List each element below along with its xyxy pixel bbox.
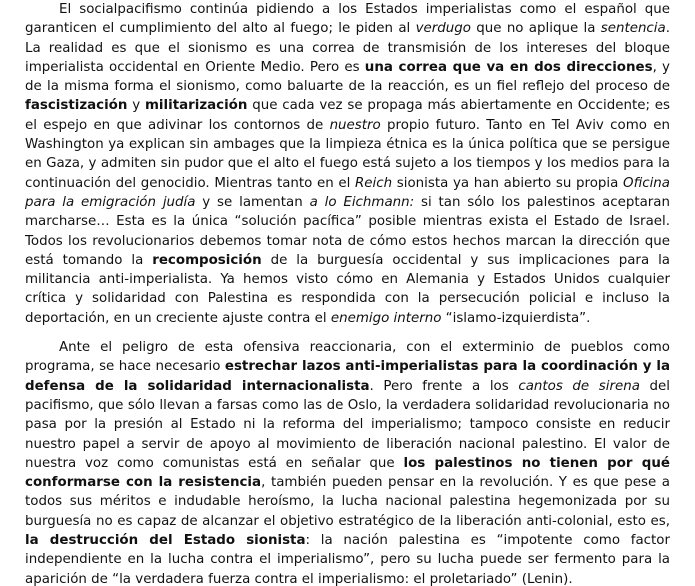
italic-text: Oficina para la emigración judía xyxy=(25,175,670,210)
text-run: del pacifismo, que sólo llevan a farsas como las de Oslo, la verdadera solidaridad revolucionaria no pasa por la presión al Estado ni la reforma del imperialismo; tampoco consiste en reducir nuestro papel a servir de apoyo al movimiento de liberación nacional palestino. El valor de nuestra voz como comunistas está en señalar que xyxy=(25,378,670,471)
text-run: , también pueden pensar en la revolución. Y es que pese a todos sus méritos e indudable heroísmo, la lucha nacional palestina hegemonizada por su burguesía no es capaz de alcanzar el objetivo estratégico de la liberación anti-colonial, esto es, xyxy=(25,475,671,529)
bold-text: una correa que va en dos direcciones xyxy=(364,59,653,75)
paragraph-2 xyxy=(25,338,670,586)
text-run: propio futuro. Tanto en Tel Aviv como en Washington ya explican sin ambages que la limpieza étnica es la única política que se persigue en Gaza, y admiten sin pudor que el alto el fuego está sujeto a los tiempos y los medios para la continuación del genocidio. Mientras tanto en el xyxy=(25,117,670,191)
text-run: y se lamentan xyxy=(195,194,310,210)
text-run: Ante el peligro de esta ofensiva reaccionaria, con el exterminio de pueblos como programa, se hace necesario xyxy=(25,340,670,375)
italic-text: cantos de sirena xyxy=(518,378,640,394)
text-run: , y de la misma forma el sionismo, como baluarte de la reacción, es un fiel reflejo del proceso de xyxy=(25,59,670,95)
text-run: sionista ya han abierto su propia xyxy=(392,175,624,191)
text-run: . La realidad es que el sionismo es una correa de transmisión de los intereses del bloque imperialista occidental en Oriente Medio. Pero es xyxy=(25,21,670,75)
text-run: “islamo-izquierdista”. xyxy=(441,310,591,326)
italic-text: a lo Eichmann: xyxy=(309,194,415,210)
text-run: : la nación palestina es “impotente como factor independiente en la lucha contra el imperialismo”, pero su lucha puede ser fermento para la aparición de “la verdadera fuerza contra el imperialismo: el proletariado” (Lenin). xyxy=(25,533,670,586)
text-run: . Pero frente a los xyxy=(369,378,519,394)
bold-text: fascistización xyxy=(25,98,128,114)
bold-text: recomposición xyxy=(152,252,262,268)
text-run: que no aplique la xyxy=(470,21,601,37)
text-run: que cada vez se propaga más abiertamente en Occidente; es el espejo en que adivinar los contornos de xyxy=(25,98,670,133)
bold-text: militarización xyxy=(144,98,248,114)
italic-text: sentencia xyxy=(600,21,666,37)
italic-text: Reich xyxy=(355,175,393,191)
bold-text: la destrucción del Estado sionista xyxy=(25,533,306,549)
text-run: si tan sólo los palestinos aceptaran marcharse… Esta es la única “solución pacífica” posible mientras exista el Estado de Israel. Todos los revolucionarios debemos tomar nota de cómo estos hechos marcan la dirección que está tomando la xyxy=(25,194,670,268)
text-run: El socialpacifismo continúa pidiendo a los Estados imperialistas como el español que garanticen el cumplimiento del alto al fuego; le piden al xyxy=(25,2,670,37)
paragraph-1 xyxy=(25,0,670,328)
italic-text: verdugo xyxy=(415,21,471,37)
italic-text: nuestro xyxy=(329,117,381,133)
text-run: de la burguesía occidental y sus implicaciones para la militancia anti-imperialista. Ya hemos visto cómo en Alemania y Estados Unidos cualquier crítica y solidaridad con Palestina es respondida con la persecución policial e incluso la deportación, en un creciente ajuste contra el xyxy=(25,252,670,326)
text-run: y xyxy=(127,98,145,114)
bold-text: estrechar lazos anti-imperialistas para la coordinación y la defensa de la solidaridad internacionalista xyxy=(25,359,670,394)
bold-text: los palestinos no tienen por qué conformarse con la resistencia xyxy=(25,455,670,491)
italic-text: enemigo interno xyxy=(330,310,442,326)
